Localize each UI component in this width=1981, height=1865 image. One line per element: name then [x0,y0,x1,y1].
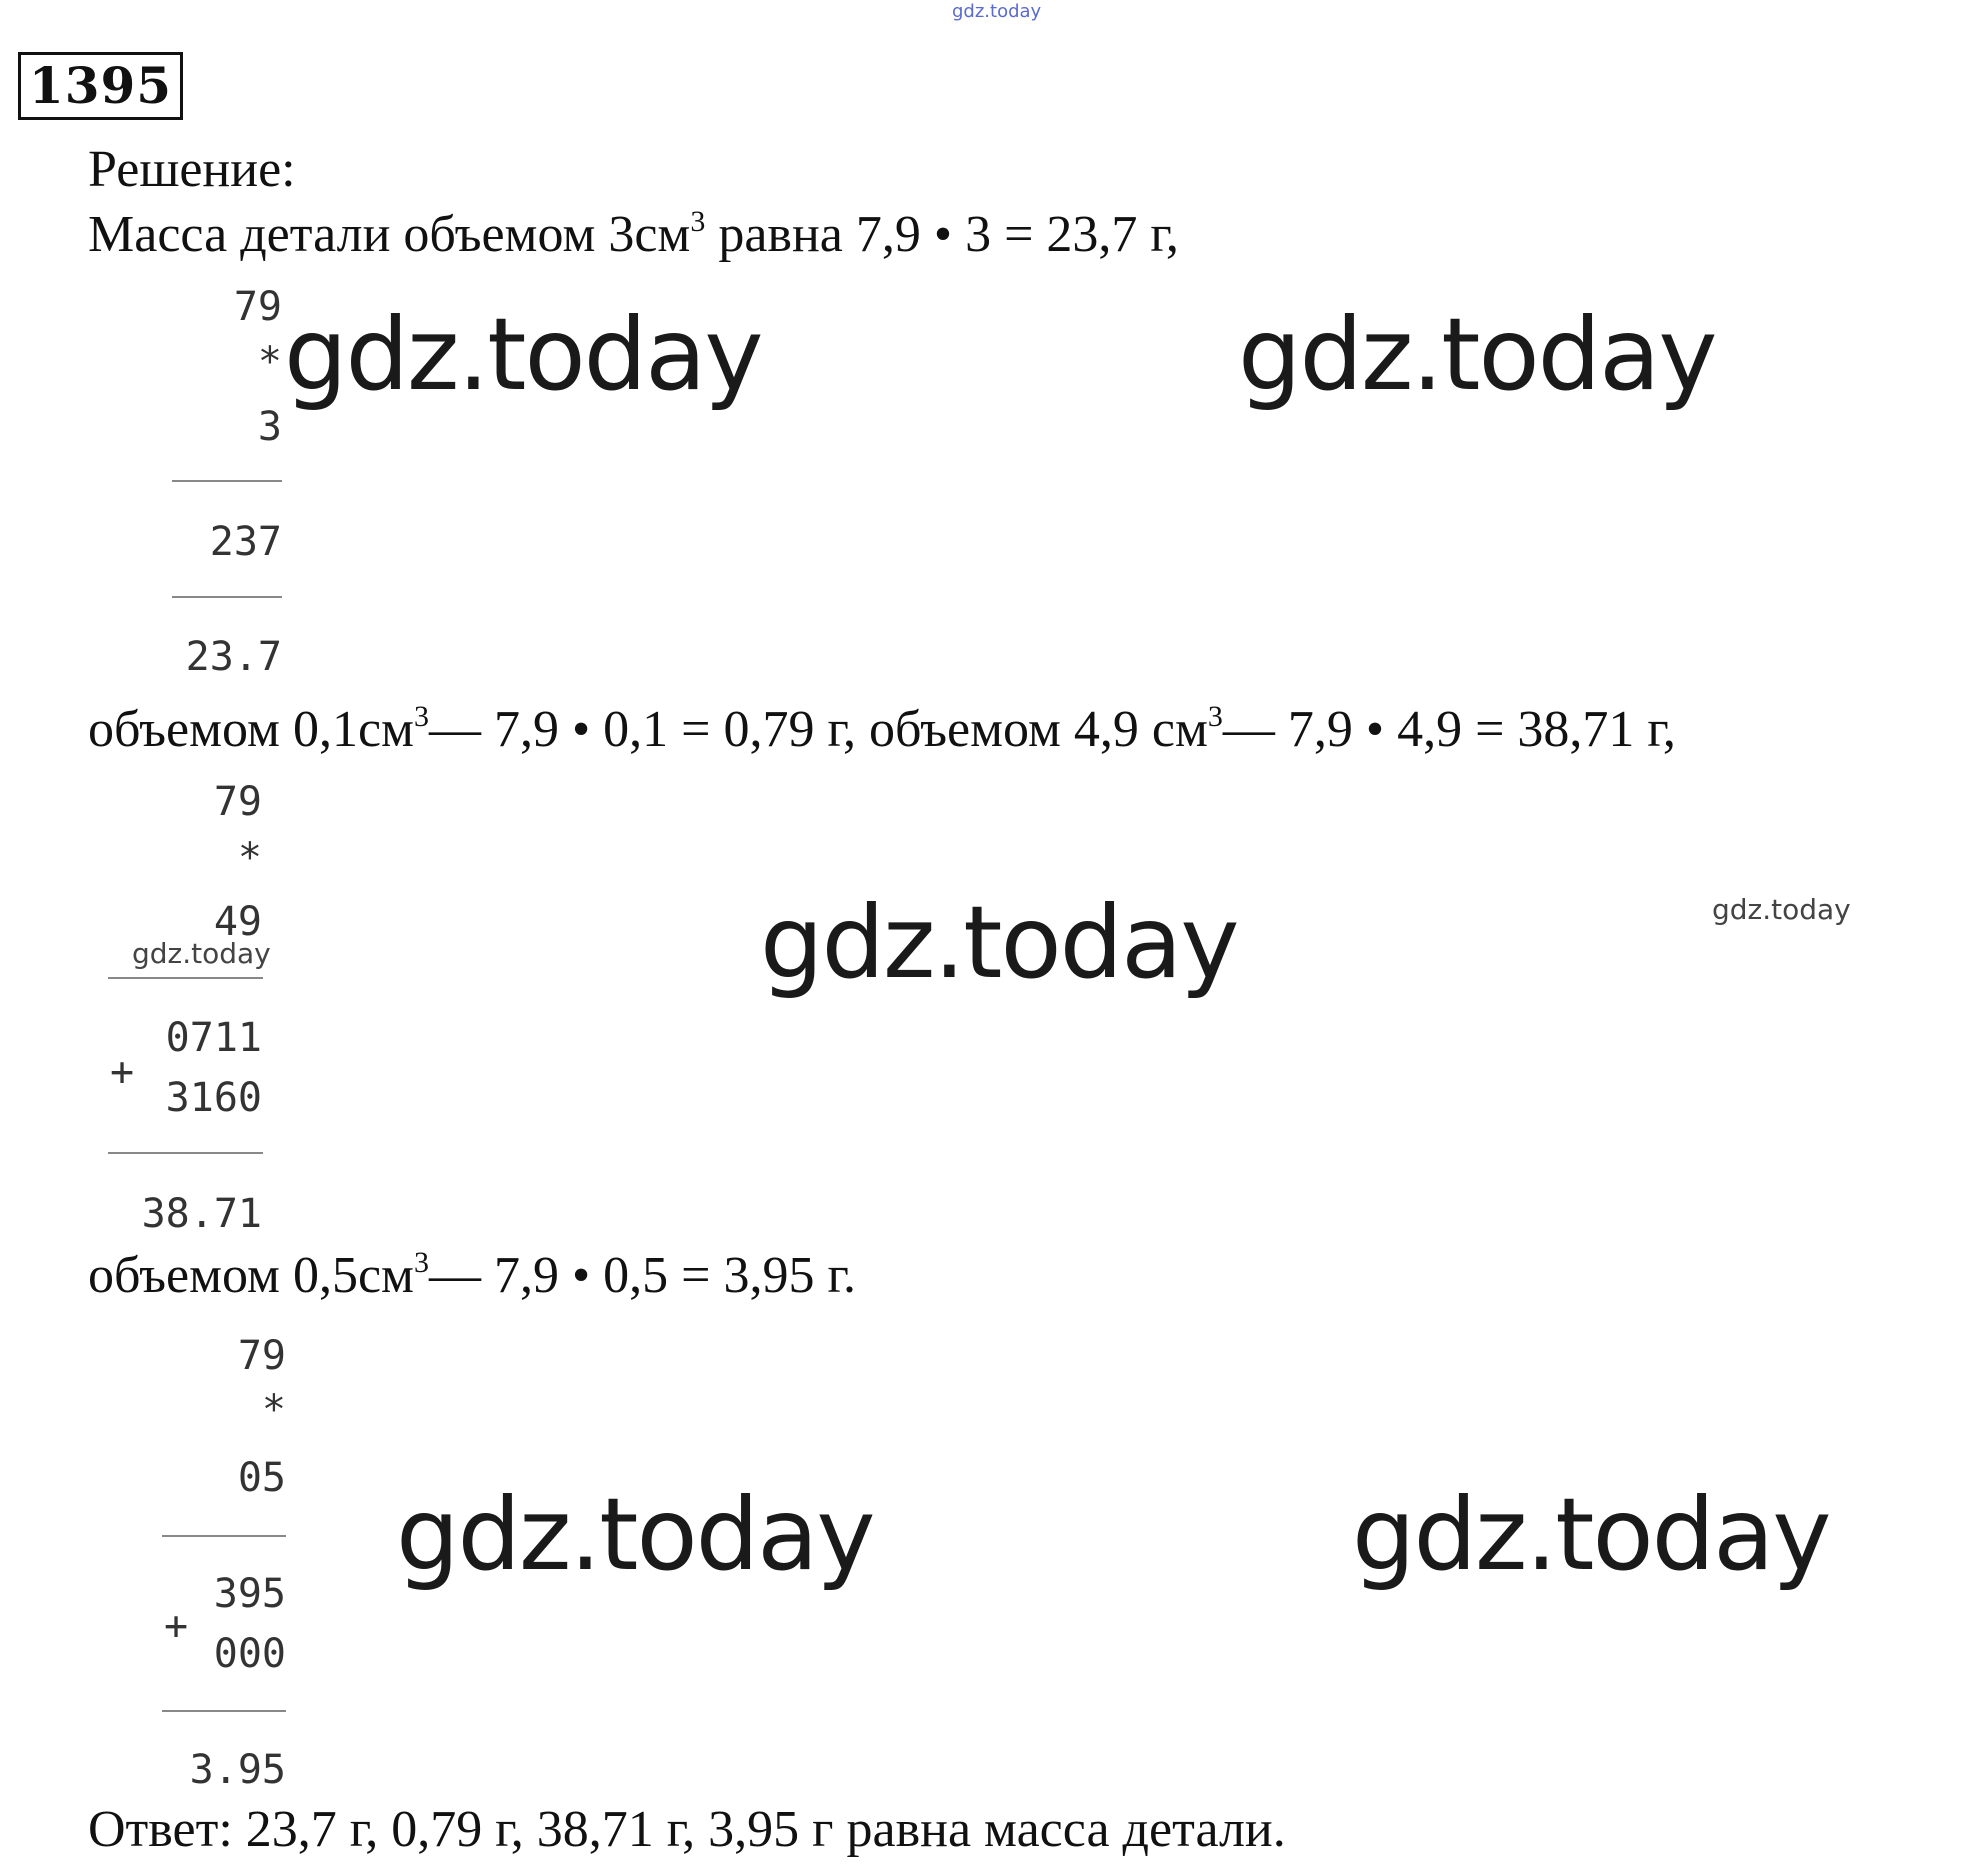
result: 23.7 [185,634,282,680]
answer-line: Ответ: 23,7 г, 0,79 г, 38,71 г, 3,95 г равна масса детали. [88,1801,1286,1858]
result: 38.71 [141,1191,262,1237]
divider-line [172,596,282,598]
watermark-small-1: gdz.today [1712,893,1851,926]
text-line-2-c: — 7,9 • 4,9 = 38,71 г, [1222,701,1676,758]
text-line-2 [88,700,1676,760]
watermark-1: gdz.today [284,296,762,413]
result: 3.95 [189,1747,286,1793]
plus-sign: + [164,1603,189,1649]
watermark-small-2: gdz.today [132,937,271,970]
partial-product-2: 3160 [165,1075,262,1121]
superscript: 3 [413,1246,429,1279]
divider-line [108,977,263,979]
partial-product-1: 0711 [165,1015,262,1061]
partial-product-2: 000 [213,1631,286,1677]
superscript: 3 [1207,700,1223,733]
operand-b: 05 [237,1455,286,1501]
product: 237 [209,519,282,565]
operand-a: 79 [233,284,282,330]
plus-sign: + [110,1049,135,1095]
solution-label: Решение: [88,141,296,198]
text-line-3-b: — 7,9 • 0,5 = 3,95 г. [428,1247,856,1304]
operand-a: 79 [213,779,262,825]
superscript: 3 [413,700,429,733]
watermark-5: gdz.today [1352,1476,1830,1593]
divider-line [162,1710,286,1712]
operand-b: 3 [257,404,282,450]
divider-line [108,1152,263,1154]
operand-a: 79 [237,1333,286,1379]
text-line-1 [88,205,1179,265]
watermark-2: gdz.today [1238,296,1716,413]
site-mark-top: gdz.today [952,1,1042,22]
divider-line [172,480,282,482]
text-line-3-a: объемом 0,5см [88,1247,414,1304]
text-line-3 [88,1246,856,1306]
partial-product-1: 395 [213,1571,286,1617]
operator: * [261,1387,286,1433]
task-number-box: 1395 [18,52,183,120]
text-line-2-b: — 7,9 • 0,1 = 0,79 г, объемом 4,9 см [428,701,1208,758]
text-line-2-a: объемом 0,1см [88,701,414,758]
operator: * [257,339,282,385]
superscript: 3 [690,205,706,238]
text-line-1-a: Масса детали объемом 3см [88,206,691,263]
watermark-3: gdz.today [760,884,1238,1001]
divider-line [162,1535,286,1537]
operator: * [237,835,262,881]
operand-b: 49 [213,899,262,945]
text-line-1-b: равна 7,9 • 3 = 23,7 г, [705,206,1179,263]
watermark-4: gdz.today [396,1476,874,1593]
